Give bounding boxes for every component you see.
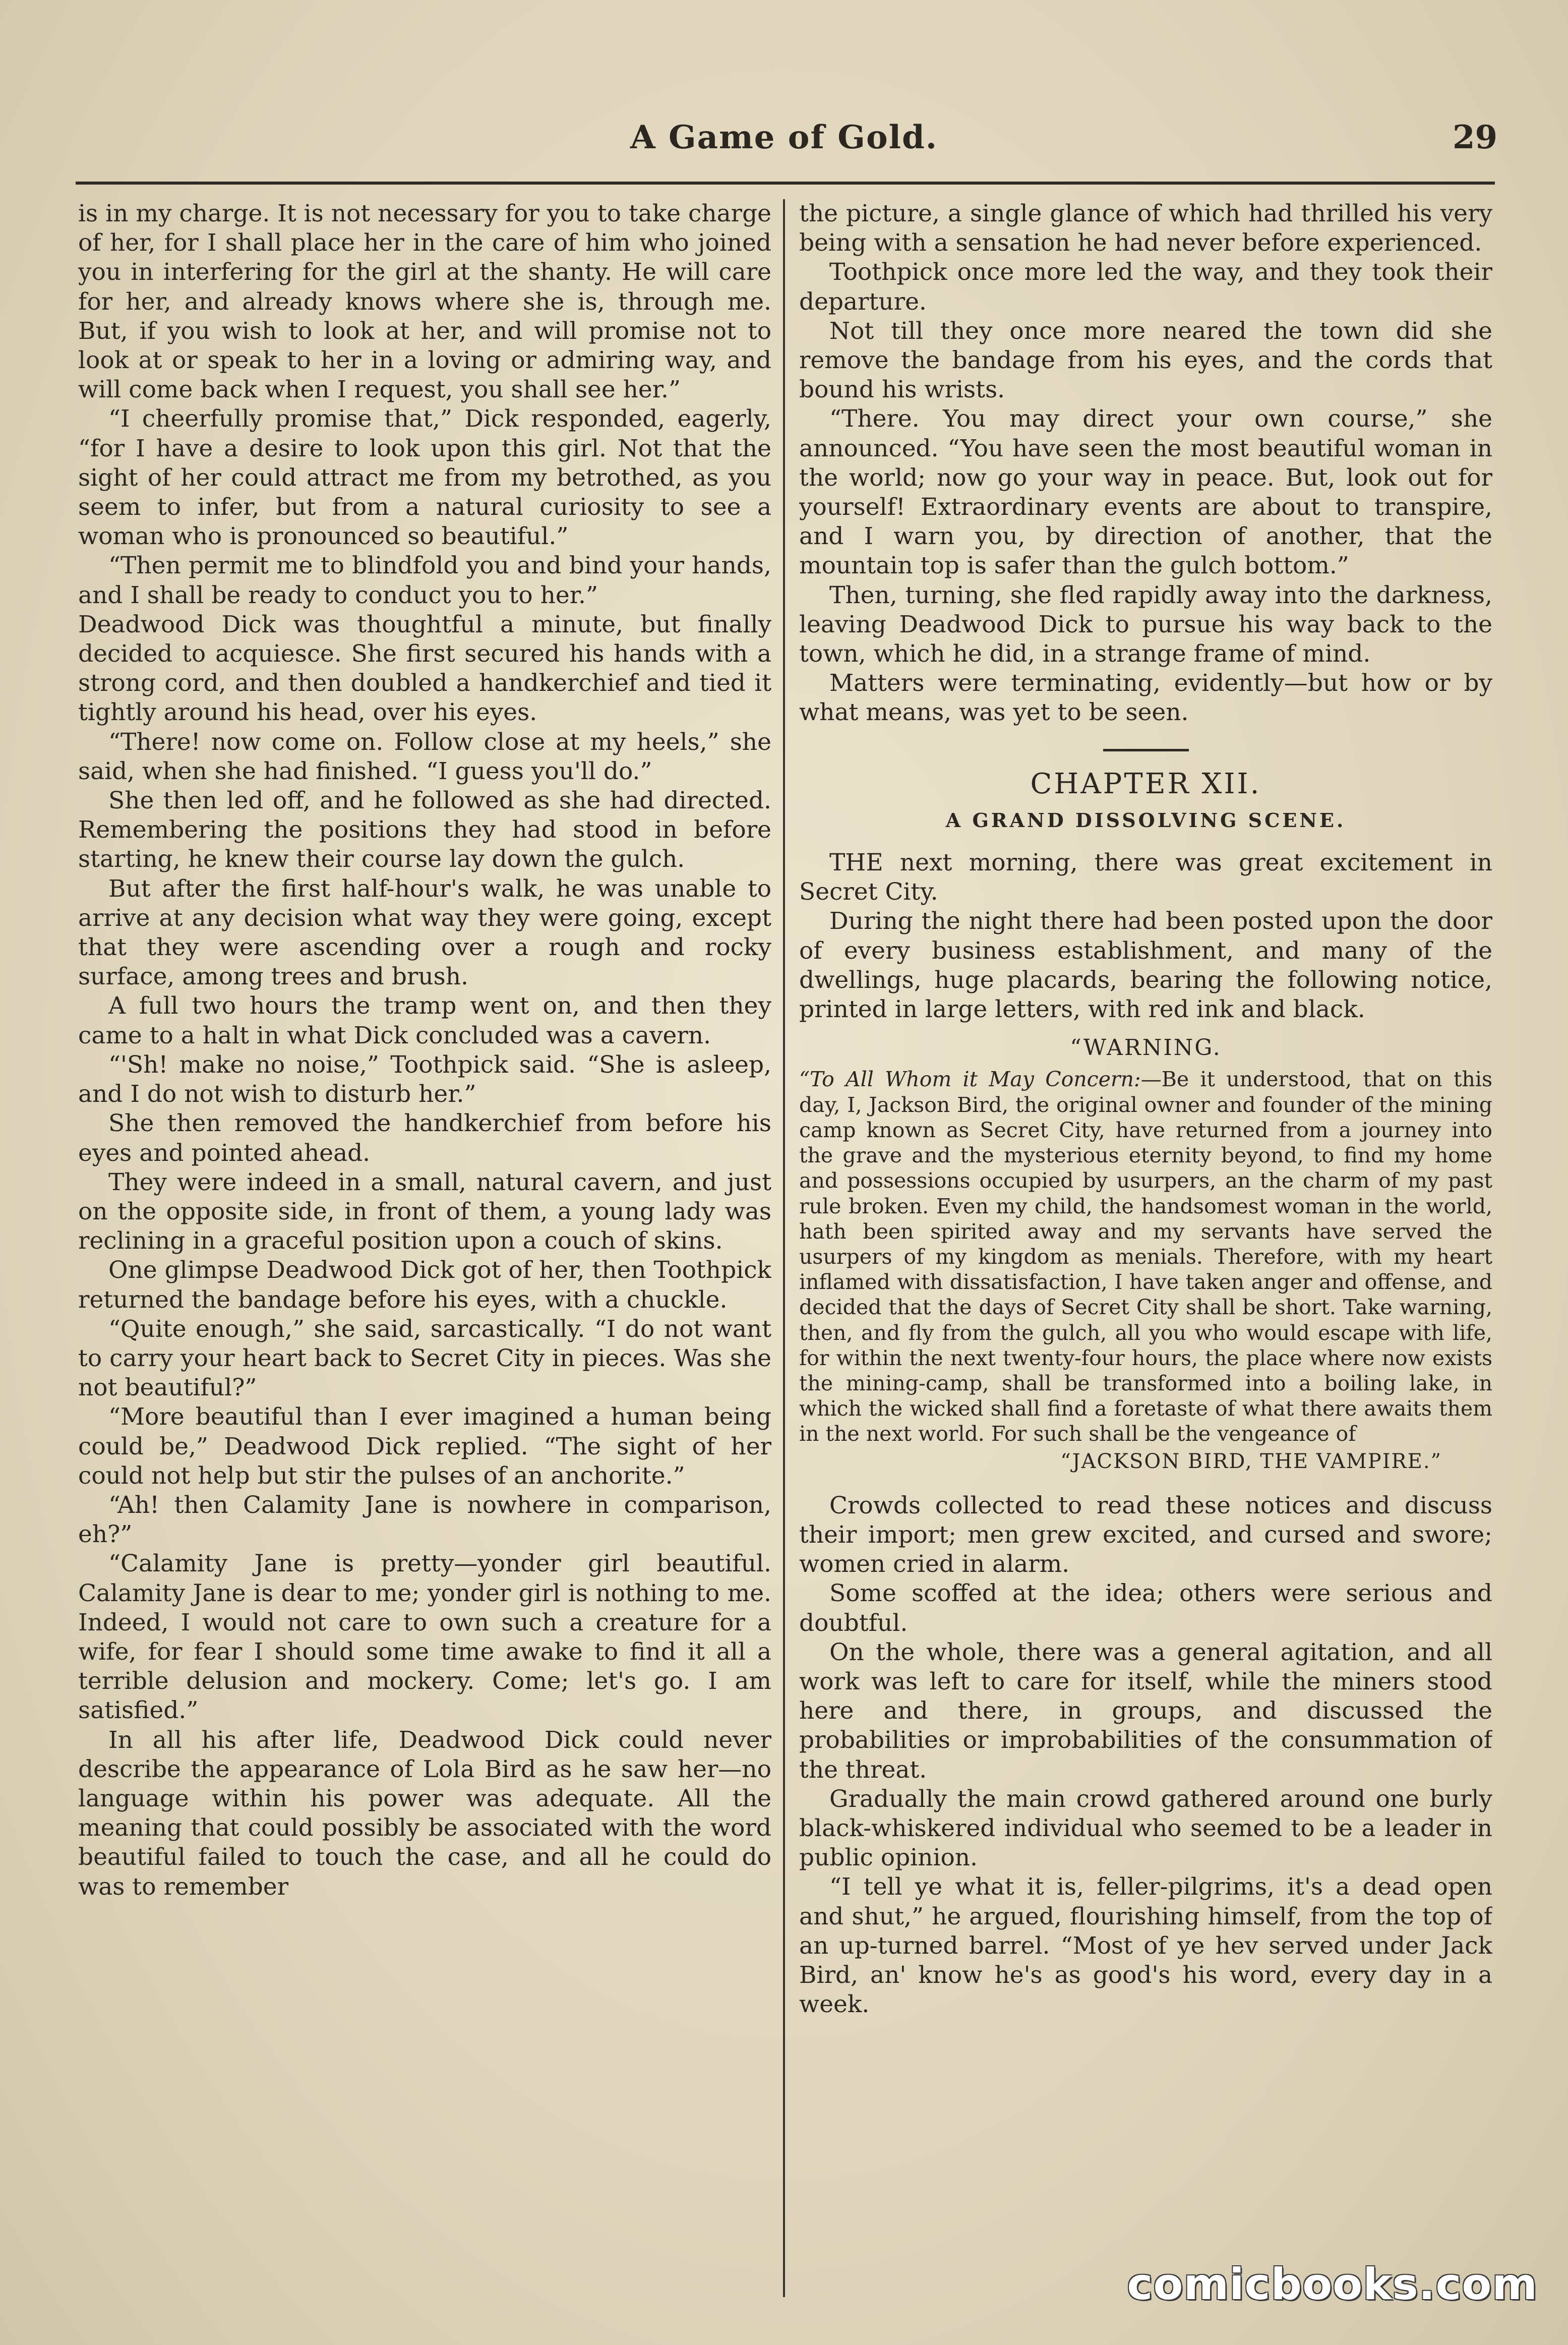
paragraph: the picture, a single glance of which had thrilled his very being with a sensation he had never before experienced. [799,200,1492,257]
paragraph: “Ah! then Calamity Jane is nowhere in comparison, eh?” [78,1491,771,1549]
paragraph: Gradually the main crowd gathered around one burly black-whiskered individual who seemed to be a leader in public opinion. [799,1785,1492,1872]
paragraph: In all his after life, Deadwood Dick could never describe the appearance of Lola Bird as he saw her—no language within his power was adequate. All the meaning that could possibly be associated with the word beautiful failed to touch the case, and all he could do was to remember [78,1726,771,1901]
paragraph: She then removed the handkerchief from before his eyes and pointed ahead. [78,1109,771,1167]
paragraph: They were indeed in a small, natural cavern, and just on the opposite side, in front of them, a young lady was reclining in a graceful position upon a couch of skins. [78,1168,771,1255]
chapter-title: CHAPTER XII. [1030,767,1261,800]
paragraph: On the whole, there was a general agitation, and all work was left to care for itself, while the miners stood here and there, in groups, and discussed the probabilities or improbabilities of the consummation of the threat. [799,1638,1492,1784]
paragraph: “Then permit me to blindfold you and bind your hands, and I shall be ready to conduct you to her.” [78,552,771,609]
column-divider [783,199,785,2297]
paragraph: But after the first half-hour's walk, he was unable to arrive at any decision what way they were going, except that they were ascending over a rough and rocky surface, among trees and brush. [78,874,771,991]
running-title: A Game of Gold. [630,119,938,156]
paragraph: “Calamity Jane is pretty—yonder girl beautiful. Calamity Jane is dear to me; yonder girl is nothing to me. Indeed, I would not care to own such a creature for a wife, for fear I should some time awake to find it all a terrible delusion and mockery. Come; let's go. I am satisfied.” [78,1550,771,1725]
left-column [78,199,771,2307]
paragraph: is in my charge. It is not necessary for you to take charge of her, for I shall place her in the care of him who joined you in interfering for the girl at the shanty. He will care for her, and already knows where she is, through me. But, if you wish to look at her, and will promise not to look at or speak to her in a loving or admiring way, and will come back when I request, you shall see her.” [78,200,771,404]
page-number: 29 [1452,119,1497,156]
paragraph: She then led off, and he followed as she had directed. Remembering the positions they had stood in before starting, he knew their course lay down the gulch. [78,787,771,873]
right-column [799,199,1492,2307]
chapter-subtitle: A GRAND DISSOLVING SCENE. [945,808,1346,832]
paragraph: Not till they once more neared the town did she remove the bandage from his eyes, and the cords that bound his wrists. [799,317,1492,404]
paragraph: “I tell ye what it is, feller-pilgrims, it's a dead open and shut,” he argued, flourishing himself, from the top of an up-turned barrel. “Most of ye hev served under Jack Bird, an' know he's as good's his word, every day in a week. [799,1873,1492,2019]
paragraph: One glimpse Deadwood Dick got of her, then Toothpick returned the bandage before his eyes, with a chuckle. [78,1256,771,1314]
warning-salutation: “To All Whom it May Concern: [799,1067,1141,1092]
paragraph: Deadwood Dick was thoughtful a minute, but finally decided to acquiesce. She first secured his hands with a strong cord, and then doubled a handkerchief and tied it tightly around his head, over his eyes. [78,610,771,727]
paragraph: “More beautiful than I ever imagined a human being could be,” Deadwood Dick replied. “The sight of her could not help but stir the pulses of an anchorite.” [78,1403,771,1490]
watermark-logo: comicbooks.com [1127,2259,1538,2310]
paragraph: THE next morning, there was great excitement in Secret City. [799,849,1492,906]
paragraph: A full two hours the tramp went on, and then they came to a halt in what Dick concluded was a cavern. [78,992,771,1049]
paragraph: Then, turning, she fled rapidly away into the darkness, leaving Deadwood Dick to pursue his way back to the town, which he did, in a strange frame of mind. [799,581,1492,668]
paragraph: Some scoffed at the idea; others were serious and doubtful. [799,1579,1492,1637]
page-header [71,119,1497,174]
paragraph: Matters were terminating, evidently—but how or by what means, was yet to be seen. [799,669,1492,727]
warning-notice [799,1067,1492,1446]
paragraph: “'Sh! make no noise,” Toothpick said. “She is asleep, and I do not wish to disturb her.” [78,1050,771,1108]
paragraph: “I cheerfully promise that,” Dick responded, eagerly, “for I have a desire to look upon this girl. Not that the sight of her could attract me from my betrothed, as you seem to infer, but from a natural curiosity to see a woman who is pronounced so beautiful.” [78,405,771,551]
paragraph: “There. You may direct your own course,” she announced. “You have seen the most beautiful woman in the world; now go your way in peace. But, look out for yourself! Extraordinary events are about to transpire, and I warn you, by direction of another, that the mountain top is safer than the gulch bottom.” [799,405,1492,580]
paragraph: Crowds collected to read these notices and discuss their import; men grew excited, and cursed and swore; women cried in alarm. [799,1491,1492,1578]
paragraph: During the night there had been posted upon the door of every business establishment, and many of the dwellings, huge placards, bearing the following notice, printed in large letters, with red ink and black. [799,907,1492,1024]
header-rule [76,182,1495,185]
paragraph: “There! now come on. Follow close at my heels,” she said, when she had finished. “I guess you'll do.” [78,728,771,785]
warning-text: —Be it understood, that on this day, I, Jackson Bird, the original owner and founder of the mining camp known as Secret City, have returned from a journey into the grave and the mysterious eternity beyond, to find my home and possessions occupied by usurpers, an the charm of my past rule broken. Even my child, the handsomest woman in the world, hath been spirited away and my servants have served the usurpers of my kingdom as menials. Therefore, with my heart inflamed with dissatisfaction, I have taken anger and offense, and decided that the days of Secret City shall be short. Take warning, then, and fly from the gulch, all you who would escape with life, for within the next twenty-four hours, the place where now exists the mining-camp, shall be transformed into a boiling lake, in which the wicked shall find a foretaste of what there awaits them in the next world. For such shall be the vengeance of [799,1067,1492,1446]
warning-signature: “JACKSON BIRD, THE VAMPIRE.” [1060,1449,1442,1473]
warning-heading: “WARNING. [1070,1035,1222,1061]
section-rule [1103,749,1189,751]
paragraph: “Quite enough,” she said, sarcastically. “I do not want to carry your heart back to Secret City in pieces. Was she not beautiful?” [78,1315,771,1402]
paragraph: Toothpick once more led the way, and they took their departure. [799,258,1492,316]
